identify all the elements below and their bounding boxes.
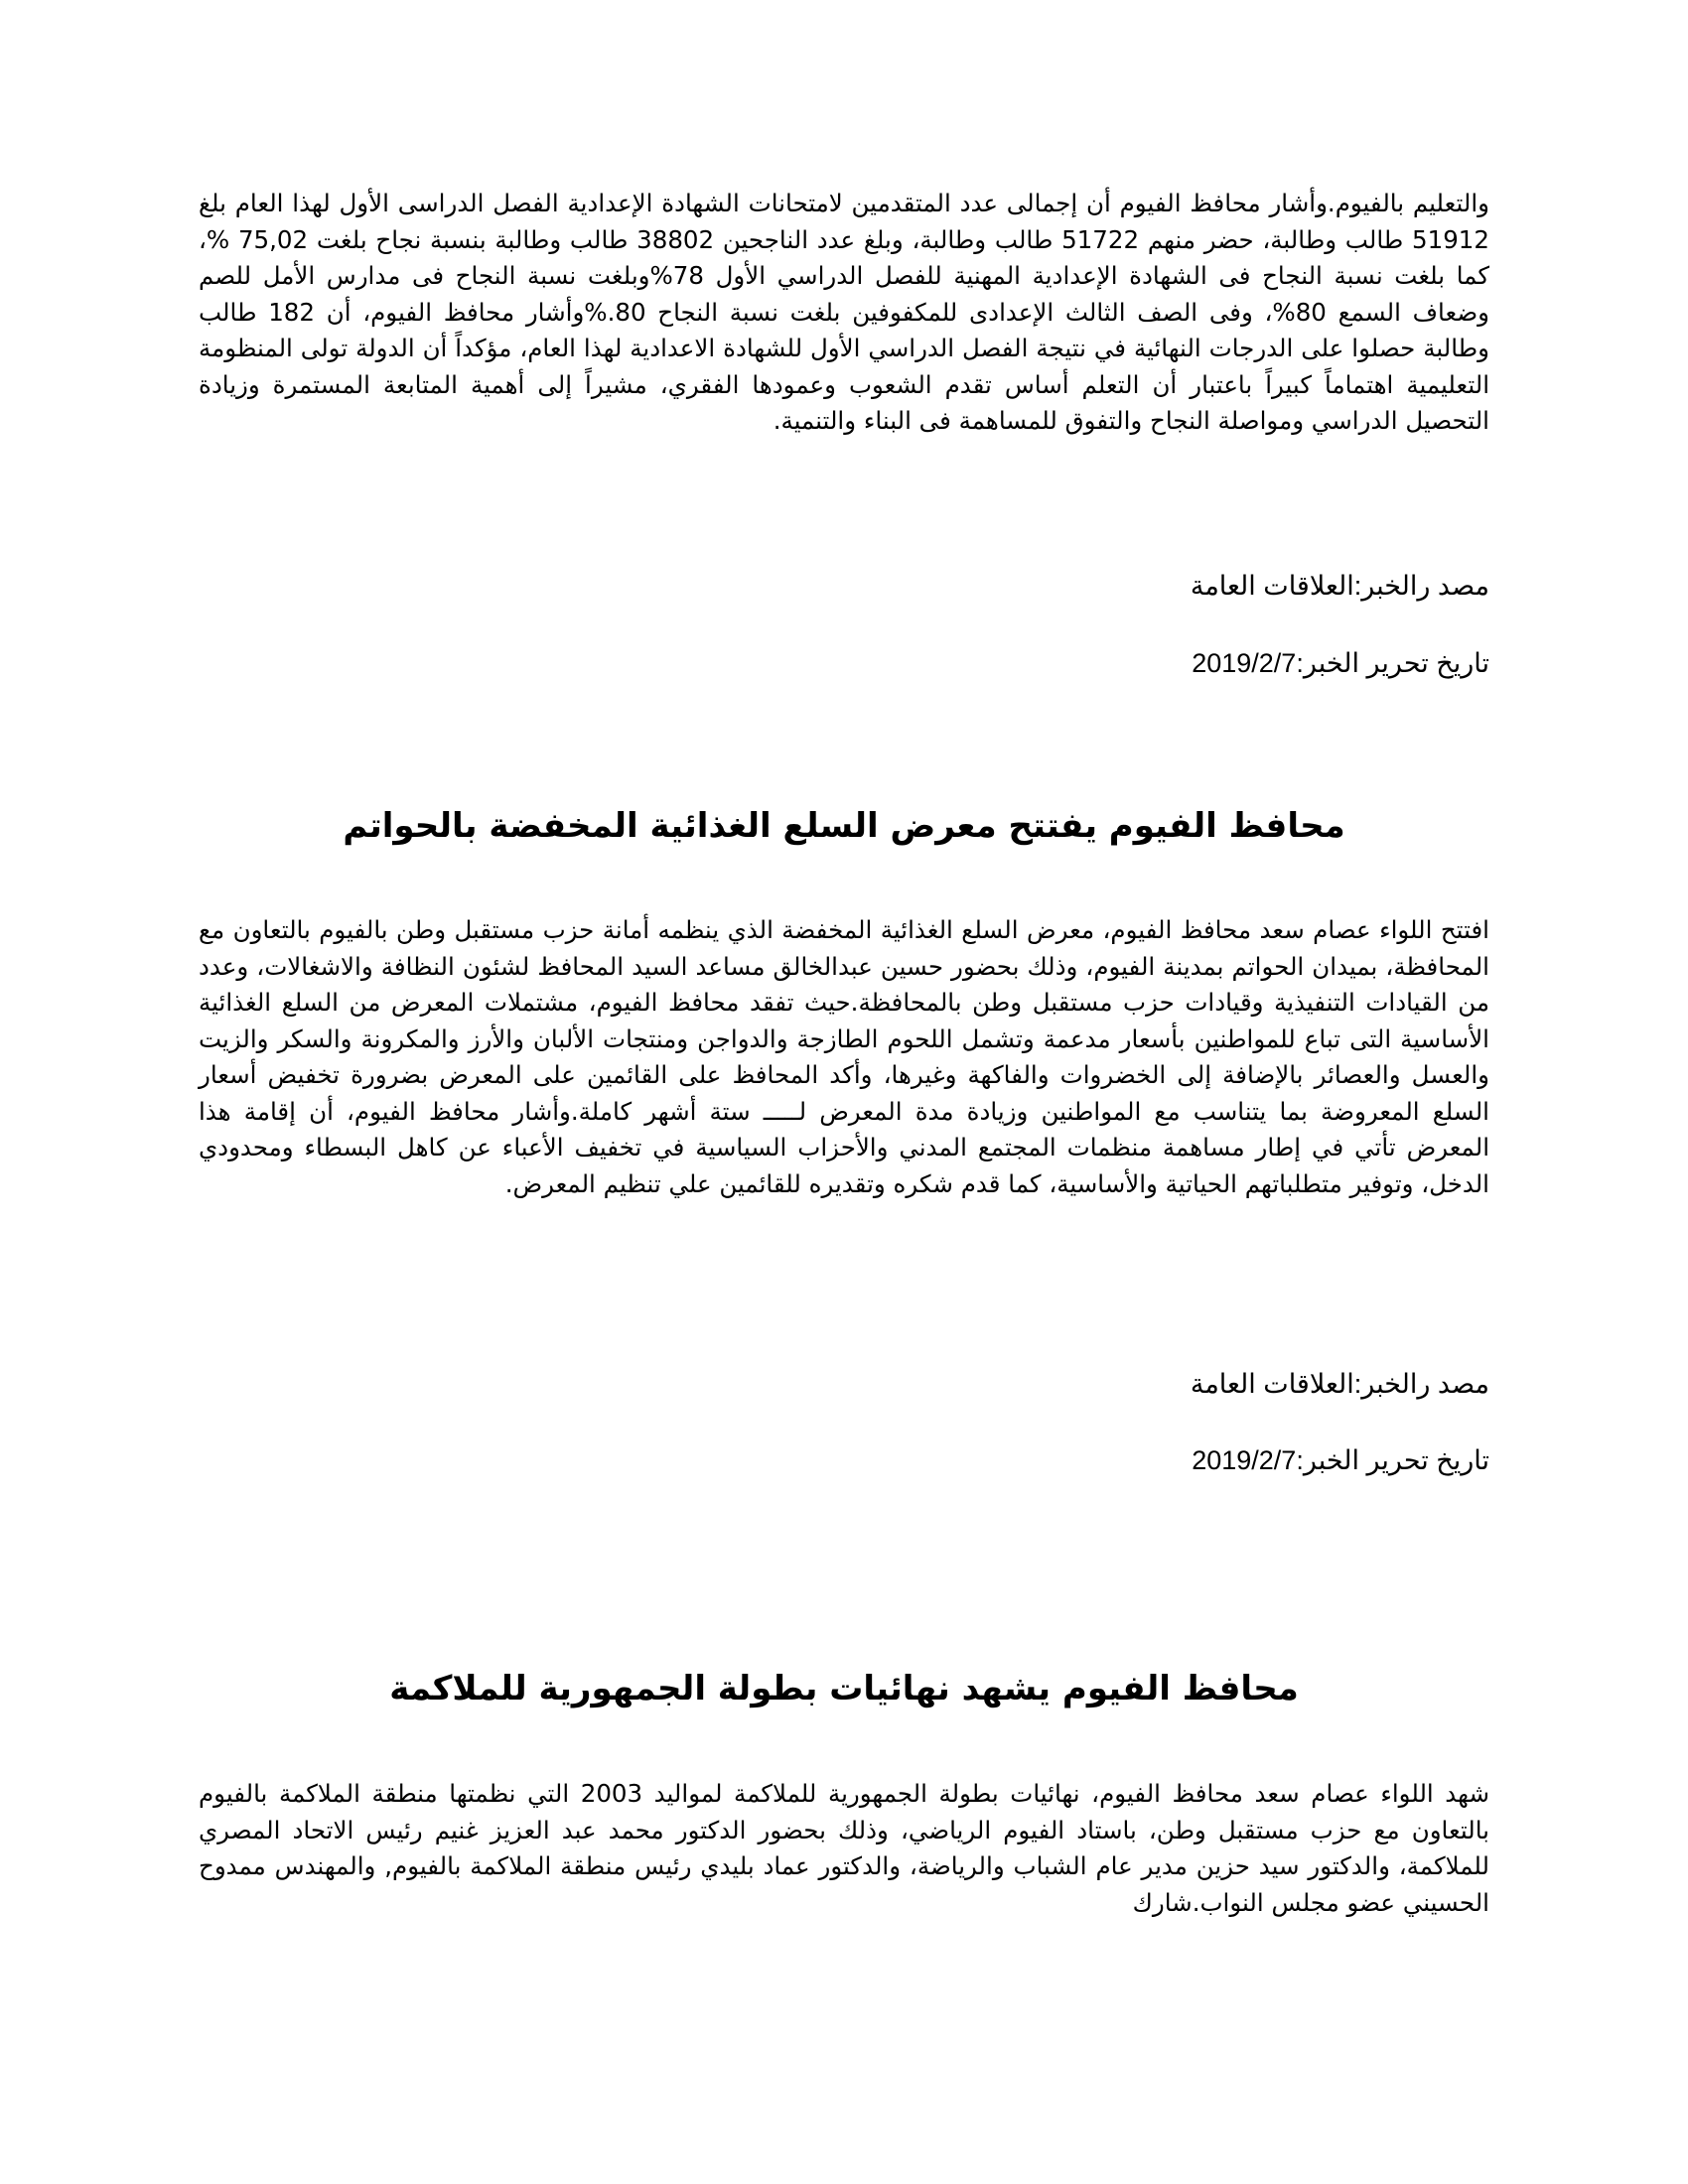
article-3-body: شهد اللواء عصام سعد محافظ الفيوم، نهائيات بطولة الجمهورية للملاكمة لمواليد 2003 التي نظمتها منطقة الملاكمة بالفيوم بالتعاون مع حزب مستقبل وطن، باستاد الفيوم الرياضي، وذلك بحضور الدكتور محمد عبد العزيز غنيم رئيس الاتحاد المصري للملاكمة، والدكتور سيد حزين مدير عام الشباب والرياضة، والدكتور عماد بليدي رئيس منطقة الملاكمة بالفيوم, والمهندس ممدوح الحسيني عضو مجلس النواب.شارك bbox=[199, 1779, 1489, 1917]
article-2-source: مصد رالخبر:العلاقات العامة bbox=[1190, 1369, 1489, 1399]
article-2-date: تاريخ تحرير الخبر:2019/2/7 bbox=[1192, 1445, 1489, 1475]
article-1-date: تاريخ تحرير الخبر:2019/2/7 bbox=[1192, 648, 1489, 678]
article-1-source: مصد رالخبر:العلاقات العامة bbox=[1190, 571, 1489, 601]
article-3-title: محافظ الفيوم يشهد نهائيات بطولة الجمهورية للملاكمة bbox=[389, 1669, 1299, 1708]
article-2-title: محافظ الفيوم يفتتح معرض السلع الغذائية المخفضة بالحواتم bbox=[343, 806, 1345, 846]
article-1-body: والتعليم بالفيوم.وأشار محافظ الفيوم أن إجمالى عدد المتقدمين لامتحانات الشهادة الإعدادية الفصل الدراسى الأول لهذا العام بلغ 51912 طالب وطالبة، حضر منهم 51722 طالب وطالبة، وبلغ عدد الناجحين 38802 طالب وطالبة بنسبة نجاح بلغت 75,02 %، كما بلغت نسبة النجاح فى الشهادة الإعدادية المهنية للفصل الدراسي الأول 78%وبلغت نسبة النجاح فى مدارس الأمل للصم وضعاف السمع 80%، وفى الصف الثالث الإعدادى للمكفوفين بلغت نسبة النجاح 80.%وأشار محافظ الفيوم، أن 182 طالب وطالبة حصلوا على الدرجات النهائية في نتيجة الفصل الدراسي الأول للشهادة الاعدادية لهذا العام، مؤكداً أن الدولة تولى المنظومة التعليمية اهتماماً كبيراً باعتبار أن التعلم أساس تقدم الشعوب وعمودها الفقري، مشيراً إلى أهمية المتابعة المستمرة وزيادة التحصيل الدراسي ومواصلة النجاح والتفوق للمساهمة فى البناء والتنمية. bbox=[199, 189, 1489, 435]
article-2-body: افتتح اللواء عصام سعد محافظ الفيوم، معرض السلع الغذائية المخفضة الذي ينظمه أمانة حزب مستقبل وطن بالفيوم بالتعاون مع المحافظة، بميدان الحواتم بمدينة الفيوم، وذلك بحضور حسين عبدالخالق مساعد السيد المحافظ لشئون النظافة والاشغالات، وعدد من القيادات التنفيذية وقيادات حزب مستقبل وطن بالمحافظة.حيث تفقد محافظ الفيوم، مشتملات المعرض من السلع الغذائية الأساسية التى تباع للمواطنين بأسعار مدعمة وتشمل اللحوم الطازجة والدواجن ومنتجات الألبان والأرز والمكرونة والسكر والزيت والعسل والعصائر بالإضافة إلى الخضروات والفاكهة وغيرها، وأكد المحافظ على القائمين على المعرض بضرورة تخفيض أسعار السلع المعروضة بما يتناسب مع المواطنين وزيادة مدة المعرض لـــــ ستة أشهر كاملة.وأشار محافظ الفيوم، أن إقامة هذا المعرض تأتي في إطار مساهمة منظمات المجتمع المدني والأحزاب السياسية في تخفيف الأعباء عن كاهل البسطاء ومحدودي الدخل، وتوفير متطلباتهم الحياتية والأساسية، كما قدم شكره وتقديره للقائمين علي تنظيم المعرض. bbox=[199, 915, 1489, 1198]
